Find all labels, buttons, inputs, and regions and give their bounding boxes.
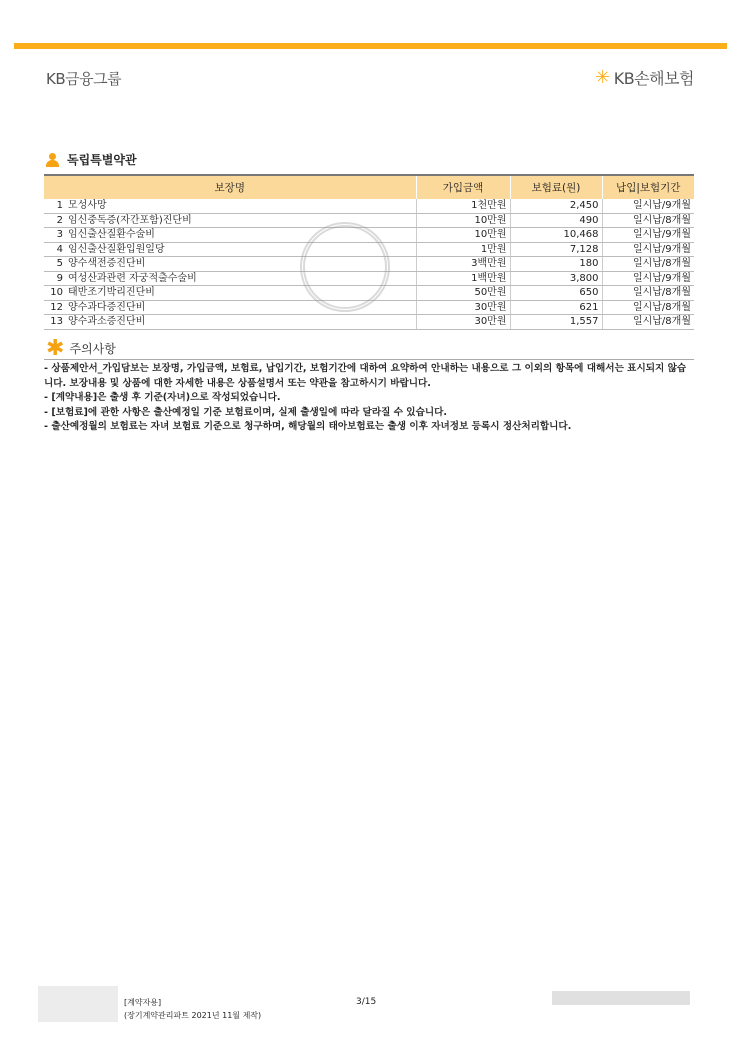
column-header-period: 납입|보험기간: [602, 175, 694, 199]
section-title-special-terms: [46, 151, 137, 168]
amount-cell: 10만원: [416, 213, 510, 228]
amount-cell: 50만원: [416, 286, 510, 301]
coverage-name: 임신중독증(자간포함)진단비: [68, 214, 192, 226]
row-number: 4: [56, 243, 63, 255]
coverage-name: 태반조기박리진단비: [68, 287, 155, 299]
column-header-premium: 보험료(원): [510, 175, 602, 199]
redacted-area: [38, 986, 118, 1022]
kb-insurance-logo-text: KB손해보험: [613, 69, 694, 88]
section-title-text: 주의사항: [69, 342, 116, 356]
amount-cell: 10만원: [416, 228, 510, 243]
row-number: 9: [56, 272, 63, 284]
amount-cell: 30만원: [416, 315, 510, 330]
premium-cell: 1,557: [510, 315, 602, 330]
premium-cell: 3,800: [510, 271, 602, 286]
section-title-text: 독립특별약관: [67, 153, 137, 167]
premium-cell: 650: [510, 286, 602, 301]
note-item: - [보험료]에 관한 사항은 출산예정일 기준 보험료이며, 실제 출생일에 따라 달라질 수 있습니다.: [44, 406, 448, 418]
table-row: [44, 213, 694, 228]
watermark-stamp: [300, 222, 390, 312]
table-row: [44, 315, 694, 330]
note-item: - 출산예정월의 보험료는 자녀 보험료 기준으로 청구하며, 해당월의 태아보험료는 출생 이후 자녀정보 등록시 정산처리합니다.: [44, 421, 572, 432]
coverage-name: 양수과소증진단비: [68, 316, 146, 328]
coverage-name: 임신출산질환입원일당: [68, 243, 165, 255]
premium-cell: 490: [510, 213, 602, 228]
page-number: 3/15: [356, 997, 377, 1007]
premium-cell: 180: [510, 257, 602, 272]
row-number: 1: [56, 200, 63, 212]
section-title-notes: [46, 335, 116, 361]
asterisk-icon: ✱: [46, 335, 65, 361]
row-number: 10: [50, 287, 63, 299]
amount-cell: 30만원: [416, 300, 510, 315]
row-number: 5: [56, 258, 63, 270]
coverage-name-cell: [44, 315, 416, 330]
period-cell: 일시납/8개월: [602, 286, 694, 301]
period-cell: 일시납/9개월: [602, 199, 694, 213]
footer-note: (장기계약관리파트 2021년 11월 제작): [124, 1011, 262, 1020]
period-cell: 일시납/9개월: [602, 242, 694, 257]
amount-cell: 3백만원: [416, 257, 510, 272]
period-cell: 일시납/8개월: [602, 257, 694, 272]
note-item: - [계약내용]은 출생 후 기준(자녀)으로 작성되었습니다.: [44, 392, 281, 403]
column-header-amount: 가입금액: [416, 175, 510, 199]
coverage-name: 양수과다증진단비: [68, 301, 146, 313]
premium-cell: 7,128: [510, 242, 602, 257]
row-number: 3: [56, 229, 63, 241]
premium-cell: 621: [510, 300, 602, 315]
kb-star-icon: ✳: [595, 67, 610, 88]
kb-group-logo: KB금융그룹: [46, 70, 122, 88]
table-row: [44, 199, 694, 213]
period-cell: 일시납/8개월: [602, 213, 694, 228]
premium-cell: 10,468: [510, 228, 602, 243]
notes-list: [44, 362, 694, 435]
coverage-name: 여성산과관련 자궁적출수술비: [68, 272, 197, 284]
divider: [44, 359, 694, 360]
coverage-name: 임신출산질환수술비: [68, 229, 155, 241]
note-item: - 상품제안서_가입담보는 보장명, 가입금액, 보험료, 납입기간, 보험기간에 대하여 요약하여 안내하는 내용으로 그 이외의 항목에 대해서는 표시되지 않습니다. 보장내용 및 상품에 대한 자세한 내용은 상품설명서 또는 약관을 참고하시기 바랍니다.: [44, 363, 687, 389]
row-number: 13: [50, 316, 63, 328]
column-header-coverage: 보장명: [44, 175, 416, 199]
redacted-area: [552, 991, 690, 1005]
kb-insurance-logo: [595, 66, 694, 89]
period-cell: 일시납/9개월: [602, 228, 694, 243]
top-accent-bar: [14, 43, 727, 49]
coverage-name: 양수색전증진단비: [68, 258, 146, 270]
coverage-name: 모성사망: [68, 200, 107, 212]
footer-label: [계약자용]: [124, 998, 162, 1007]
coverage-name-cell: [44, 199, 416, 213]
row-number: 12: [50, 301, 63, 313]
premium-cell: 2,450: [510, 199, 602, 213]
amount-cell: 1백만원: [416, 271, 510, 286]
period-cell: 일시납/9개월: [602, 271, 694, 286]
row-number: 2: [56, 214, 63, 226]
amount-cell: 1천만원: [416, 199, 510, 213]
period-cell: 일시납/8개월: [602, 300, 694, 315]
period-cell: 일시납/8개월: [602, 315, 694, 330]
amount-cell: 1만원: [416, 242, 510, 257]
person-icon: [46, 153, 62, 167]
